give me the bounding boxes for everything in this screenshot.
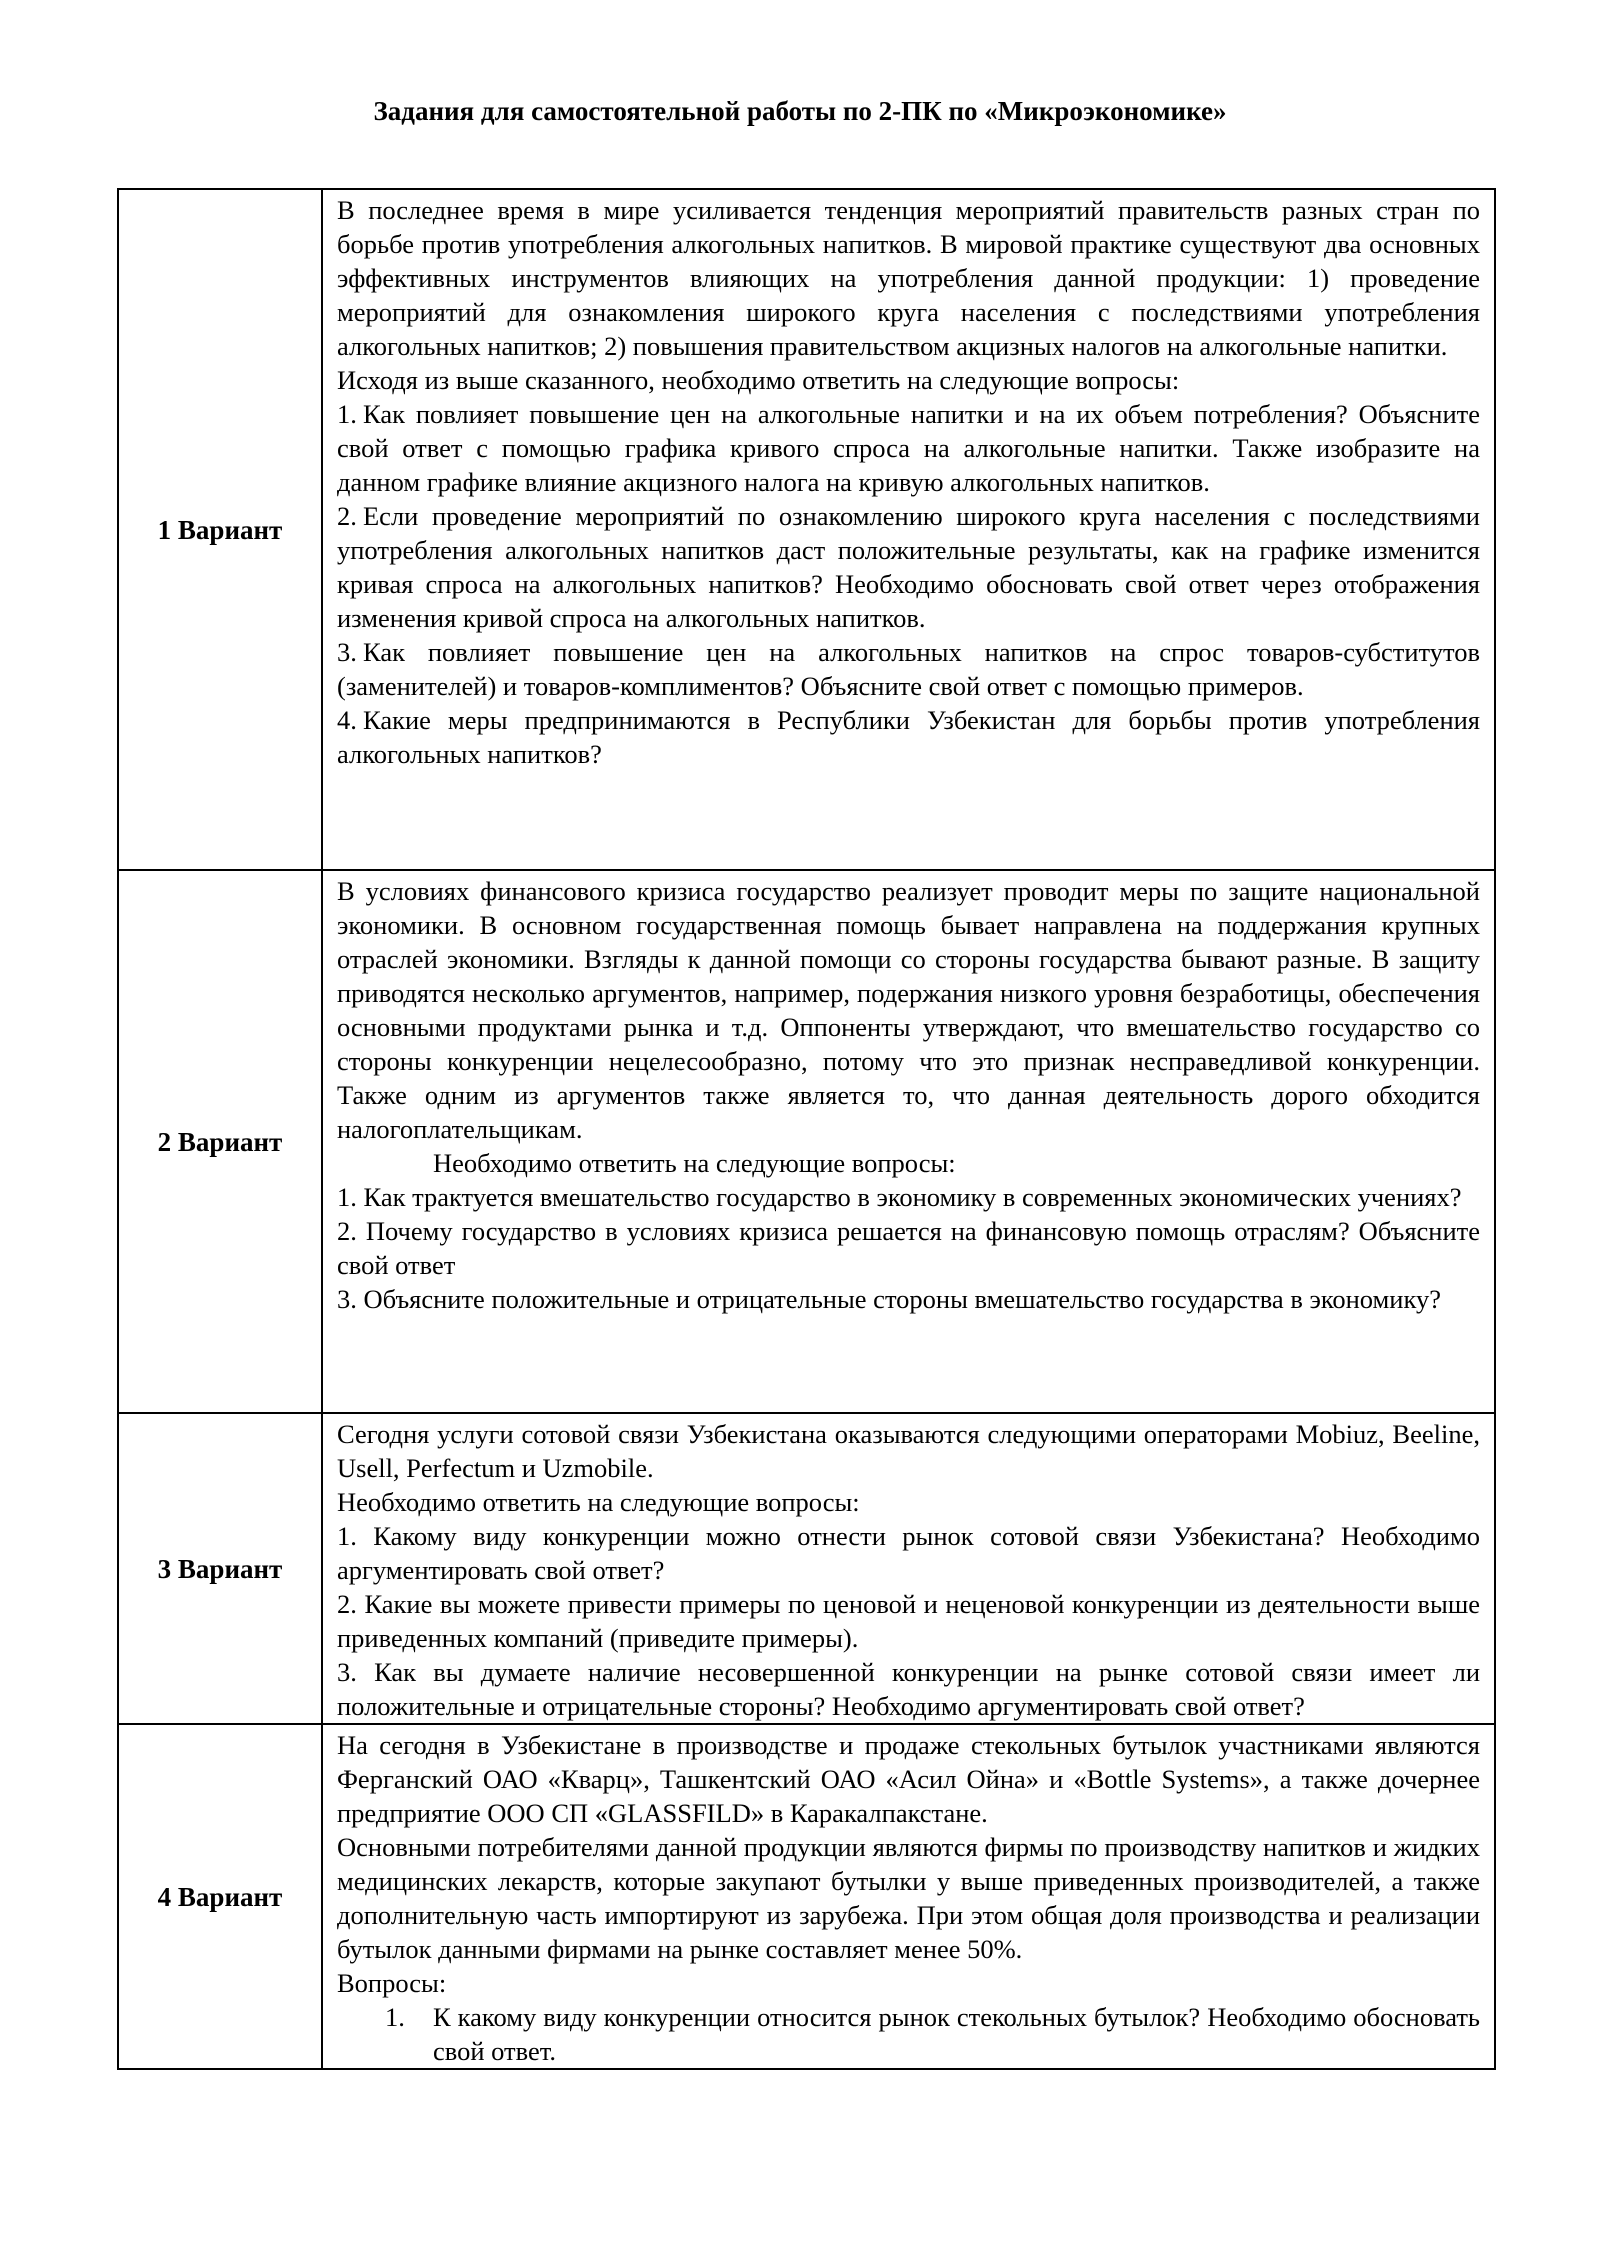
- variant-row: [118, 189, 1495, 870]
- question-number: 2.: [337, 501, 357, 531]
- task-intro: В условиях финансового кризиса государство реализует проводит меры по защите национальной экономики. В основном государственная помощь бывает направлена на поддержания крупных отраслей экономики. Взгляды к данной помощи со стороны государства бывают разные. В защиту приводятся несколько аргументов, например, подержания низкого уровня безработицы, обеспечения основными продуктами рынка и т.д. Оппоненты утверждают, что вмешательство государство со стороны конкуренции нецелесообразно, потому что это признак несправедливой конкуренции. Также одним из аргументов также является то, что данная деятельность дорого обходится налогоплательщикам.: [337, 876, 1480, 1144]
- question-item: [337, 1214, 1480, 1282]
- question-item: [337, 1519, 1480, 1587]
- task-intro: Сегодня услуги сотовой связи Узбекистана оказываются следующими операторами Mobiuz, Beeline, Usell, Perfectum и Uzmobile.: [337, 1419, 1480, 1483]
- question-item: [337, 1587, 1480, 1655]
- question-text: Как повлияет повышение цен на алкогольных напитков на спрос товаров-субститутов (заменителей) и товаров-комплиментов? Объясните свой ответ с помощью примеров.: [337, 637, 1480, 701]
- task-lead: Вопросы:: [337, 1968, 447, 1998]
- question-text: Как вы думаете наличие несовершенной конкуренции на рынке сотовой связи имеет ли положительные и отрицательные стороны? Необходимо аргументировать свой ответ?: [337, 1657, 1480, 1721]
- question-text: Какие вы можете привести примеры по ценовой и неценовой конкуренции из деятельности выше приведенных компаний (приведите примеры).: [337, 1589, 1480, 1653]
- question-item: [385, 2000, 1480, 2068]
- question-item: [337, 397, 1480, 499]
- question-text: Если проведение мероприятий по ознакомлению широкого круга населения с последствиями употребления алкогольных напитков даст положительные результаты, как на графике изменится кривая спроса на алкогольных напитков? Необходимо обосновать свой ответ через отображения изменения кривой спроса на алкогольных напитков.: [337, 501, 1480, 633]
- variant-label: 2 Вариант: [118, 870, 322, 1413]
- variant-task: [322, 1413, 1495, 1724]
- task-lead: Необходимо ответить на следующие вопросы:: [433, 1148, 956, 1178]
- question-number: 3.: [337, 1284, 357, 1314]
- variant-label: 1 Вариант: [118, 189, 322, 870]
- task-lead: Необходимо ответить на следующие вопросы:: [337, 1487, 860, 1517]
- question-text: Почему государство в условиях кризиса решается на финансовую помощь отраслям? Объясните свой ответ: [337, 1216, 1481, 1280]
- variant-label: 3 Вариант: [118, 1413, 322, 1724]
- question-number: 3.: [337, 1657, 357, 1687]
- variant-task: [322, 870, 1495, 1413]
- variant-label: 4 Вариант: [118, 1724, 322, 2069]
- question-item: [337, 1282, 1480, 1316]
- question-number: 2.: [337, 1589, 357, 1619]
- task-intro: В последнее время в мире усиливается тенденция мероприятий правительств разных стран по борьбе против употребления алкогольных напитков. В мировой практике существуют два основных эффективных инструментов влияющих на употребления данной продукции: 1) проведение мероприятий для ознакомления широкого круга населения с последствиями употребления алкогольных напитков; 2) повышения правительством акцизных налогов на алкогольные напитки.: [337, 195, 1480, 361]
- variant-row: [118, 1413, 1495, 1724]
- task-lead: Исходя из выше сказанного, необходимо ответить на следующие вопросы:: [337, 365, 1180, 395]
- question-text: К какому виду конкуренции относится рынок стекольных бутылок? Необходимо обосновать свой ответ.: [433, 2002, 1480, 2066]
- question-number: 1.: [385, 2002, 405, 2032]
- task-intro: На сегодня в Узбекистане в производстве и продаже стекольных бутылок участниками являются Ферганский ОАО «Кварц», Ташкентский ОАО «Асил Ойна» и «Bottle Systems», а также дочернее предприятие ООО СП «GLASSFILD» в Каракалпакстане.: [337, 1730, 1480, 1828]
- task-intro-2: Основными потребителями данной продукции являются фирмы по производству напитков и жидких медицинских лекарств, которые закупают бутылки у выше приведенных производителей, а также дополнительную часть импортируют из зарубежа. При этом общая доля производства и реализации бутылок данными фирмами на рынке составляет менее 50%.: [337, 1832, 1480, 1964]
- question-list: [337, 2000, 1480, 2068]
- question-item: [337, 635, 1480, 703]
- question-number: 3.: [337, 637, 357, 667]
- question-item: [337, 499, 1480, 635]
- question-text: Какие меры предпринимаются в Республики Узбекистан для борьбы против употребления алкогольных напитков?: [337, 705, 1480, 769]
- question-number: 1.: [337, 1182, 357, 1212]
- variant-row: [118, 870, 1495, 1413]
- question-number: 2.: [337, 1216, 357, 1246]
- question-item: [337, 703, 1480, 771]
- question-number: 1.: [337, 399, 357, 429]
- question-number: 4.: [337, 705, 357, 735]
- question-text: Как трактуется вмешательство государство в экономику в современных экономических учениях?: [363, 1182, 1462, 1212]
- question-text: Какому виду конкуренции можно отнести рынок сотовой связи Узбекистана? Необходимо аргументировать свой ответ?: [337, 1521, 1481, 1585]
- question-number: 1.: [337, 1521, 357, 1551]
- variant-task: [322, 1724, 1495, 2069]
- page-title: Задания для самостоятельной работы по 2-ПК по «Микроэкономике»: [373, 96, 1227, 126]
- question-item: [337, 1180, 1480, 1214]
- question-item: [337, 1655, 1480, 1723]
- variants-table: [117, 188, 1496, 2070]
- variant-task: [322, 189, 1495, 870]
- variant-row: [118, 1724, 1495, 2069]
- question-text: Как повлияет повышение цен на алкогольные напитки и на их объем потребления? Объясните свой ответ с помощью графика кривого спроса на алкогольные напитки. Также изобразите на данном графике влияние акцизного налога на кривую алкогольных напитков.: [337, 399, 1480, 497]
- question-text: Объясните положительные и отрицательные стороны вмешательство государства в экономику?: [363, 1284, 1441, 1314]
